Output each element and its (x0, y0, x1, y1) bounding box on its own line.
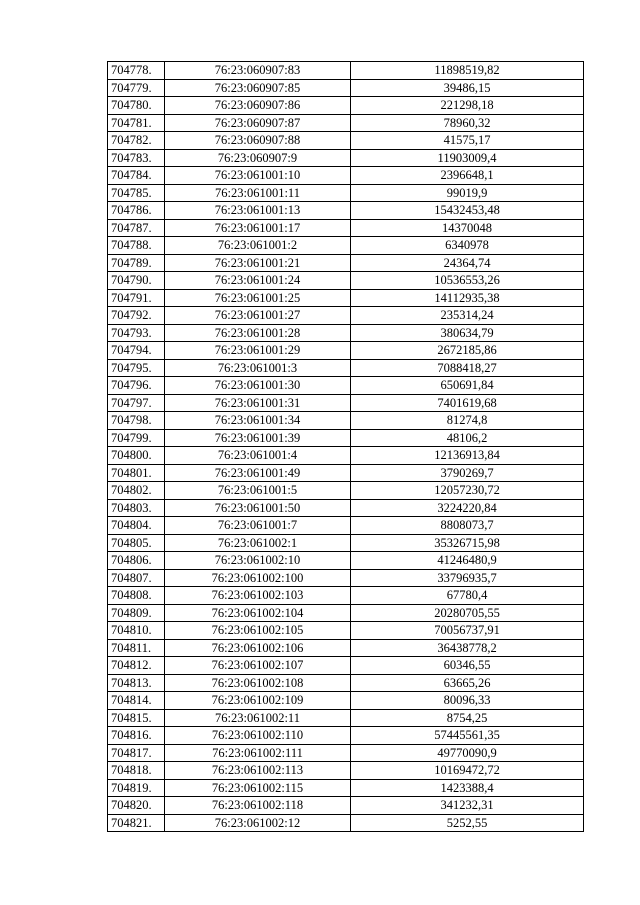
cadastral-number-cell: 76:23:061001:39 (165, 429, 351, 447)
row-number-cell: 704791. (108, 289, 165, 307)
value-cell: 15432453,48 (351, 202, 584, 220)
cadastral-number-cell: 76:23:061001:29 (165, 342, 351, 360)
value-cell: 41246480,9 (351, 552, 584, 570)
value-cell: 235314,24 (351, 307, 584, 325)
cadastral-number-cell: 76:23:061001:24 (165, 272, 351, 290)
table-row (108, 342, 584, 360)
value-cell: 11898519,82 (351, 62, 584, 80)
row-number-cell: 704808. (108, 587, 165, 605)
value-cell: 221298,18 (351, 97, 584, 115)
table-row (108, 622, 584, 640)
cadastral-number-cell: 76:23:061001:25 (165, 289, 351, 307)
table-row (108, 587, 584, 605)
row-number-cell: 704781. (108, 114, 165, 132)
value-cell: 35326715,98 (351, 534, 584, 552)
value-cell: 3790269,7 (351, 464, 584, 482)
table-row (108, 762, 584, 780)
value-cell: 8754,25 (351, 709, 584, 727)
value-cell: 70056737,91 (351, 622, 584, 640)
value-cell: 57445561,35 (351, 727, 584, 745)
value-cell: 380634,79 (351, 324, 584, 342)
table-row (108, 307, 584, 325)
cadastral-number-cell: 76:23:061002:107 (165, 657, 351, 675)
row-number-cell: 704800. (108, 447, 165, 465)
row-number-cell: 704801. (108, 464, 165, 482)
cadastral-number-cell: 76:23:061002:105 (165, 622, 351, 640)
row-number-cell: 704788. (108, 237, 165, 255)
row-number-cell: 704784. (108, 167, 165, 185)
row-number-cell: 704782. (108, 132, 165, 150)
value-cell: 60346,55 (351, 657, 584, 675)
row-number-cell: 704814. (108, 692, 165, 710)
value-cell: 63665,26 (351, 674, 584, 692)
value-cell: 8808073,7 (351, 517, 584, 535)
value-cell: 6340978 (351, 237, 584, 255)
value-cell: 48106,2 (351, 429, 584, 447)
value-cell: 33796935,7 (351, 569, 584, 587)
data-table (107, 61, 584, 832)
cadastral-number-cell: 76:23:061002:12 (165, 814, 351, 832)
data-table-body (108, 62, 584, 832)
value-cell: 2672185,86 (351, 342, 584, 360)
cadastral-number-cell: 76:23:061002:106 (165, 639, 351, 657)
row-number-cell: 704780. (108, 97, 165, 115)
table-row (108, 149, 584, 167)
cadastral-number-cell: 76:23:061001:21 (165, 254, 351, 272)
cadastral-number-cell: 76:23:061002:113 (165, 762, 351, 780)
row-number-cell: 704786. (108, 202, 165, 220)
table-row (108, 569, 584, 587)
row-number-cell: 704817. (108, 744, 165, 762)
table-row (108, 499, 584, 517)
cadastral-number-cell: 76:23:061002:108 (165, 674, 351, 692)
cadastral-number-cell: 76:23:061002:115 (165, 779, 351, 797)
row-number-cell: 704821. (108, 814, 165, 832)
cadastral-number-cell: 76:23:060907:83 (165, 62, 351, 80)
table-row (108, 79, 584, 97)
table-row (108, 272, 584, 290)
cadastral-number-cell: 76:23:061002:1 (165, 534, 351, 552)
cadastral-number-cell: 76:23:061002:11 (165, 709, 351, 727)
row-number-cell: 704812. (108, 657, 165, 675)
row-number-cell: 704787. (108, 219, 165, 237)
cadastral-number-cell: 76:23:061001:10 (165, 167, 351, 185)
value-cell: 7401619,68 (351, 394, 584, 412)
table-row (108, 167, 584, 185)
table-row (108, 709, 584, 727)
table-row (108, 62, 584, 80)
cadastral-number-cell: 76:23:061001:3 (165, 359, 351, 377)
cadastral-number-cell: 76:23:061001:7 (165, 517, 351, 535)
cadastral-number-cell: 76:23:060907:86 (165, 97, 351, 115)
table-row (108, 394, 584, 412)
table-row (108, 359, 584, 377)
row-number-cell: 704794. (108, 342, 165, 360)
row-number-cell: 704778. (108, 62, 165, 80)
table-row (108, 797, 584, 815)
table-row (108, 114, 584, 132)
row-number-cell: 704783. (108, 149, 165, 167)
table-row (108, 639, 584, 657)
value-cell: 99019,9 (351, 184, 584, 202)
row-number-cell: 704802. (108, 482, 165, 500)
cadastral-number-cell: 76:23:061001:13 (165, 202, 351, 220)
row-number-cell: 704810. (108, 622, 165, 640)
value-cell: 78960,32 (351, 114, 584, 132)
row-number-cell: 704806. (108, 552, 165, 570)
table-row (108, 219, 584, 237)
value-cell: 36438778,2 (351, 639, 584, 657)
row-number-cell: 704792. (108, 307, 165, 325)
table-row (108, 744, 584, 762)
value-cell: 81274,8 (351, 412, 584, 430)
cadastral-number-cell: 76:23:061002:111 (165, 744, 351, 762)
row-number-cell: 704795. (108, 359, 165, 377)
cadastral-number-cell: 76:23:061001:5 (165, 482, 351, 500)
table-row (108, 132, 584, 150)
row-number-cell: 704779. (108, 79, 165, 97)
table-row (108, 604, 584, 622)
value-cell: 24364,74 (351, 254, 584, 272)
row-number-cell: 704813. (108, 674, 165, 692)
value-cell: 41575,17 (351, 132, 584, 150)
table-row (108, 657, 584, 675)
value-cell: 2396648,1 (351, 167, 584, 185)
cadastral-number-cell: 76:23:061001:17 (165, 219, 351, 237)
row-number-cell: 704785. (108, 184, 165, 202)
value-cell: 67780,4 (351, 587, 584, 605)
value-cell: 1423388,4 (351, 779, 584, 797)
table-row (108, 184, 584, 202)
value-cell: 14370048 (351, 219, 584, 237)
table-row (108, 377, 584, 395)
table-row (108, 534, 584, 552)
table-row (108, 202, 584, 220)
table-row (108, 482, 584, 500)
table-row (108, 779, 584, 797)
cadastral-number-cell: 76:23:061001:49 (165, 464, 351, 482)
cadastral-number-cell: 76:23:061002:10 (165, 552, 351, 570)
row-number-cell: 704799. (108, 429, 165, 447)
value-cell: 12057230,72 (351, 482, 584, 500)
table-row (108, 552, 584, 570)
row-number-cell: 704815. (108, 709, 165, 727)
cadastral-number-cell: 76:23:061001:30 (165, 377, 351, 395)
table-row (108, 97, 584, 115)
row-number-cell: 704803. (108, 499, 165, 517)
cadastral-number-cell: 76:23:060907:87 (165, 114, 351, 132)
cadastral-number-cell: 76:23:061001:34 (165, 412, 351, 430)
row-number-cell: 704807. (108, 569, 165, 587)
row-number-cell: 704818. (108, 762, 165, 780)
cadastral-number-cell: 76:23:061001:2 (165, 237, 351, 255)
row-number-cell: 704790. (108, 272, 165, 290)
cadastral-number-cell: 76:23:061002:104 (165, 604, 351, 622)
cadastral-number-cell: 76:23:061001:28 (165, 324, 351, 342)
cadastral-number-cell: 76:23:061001:4 (165, 447, 351, 465)
value-cell: 341232,31 (351, 797, 584, 815)
value-cell: 14112935,38 (351, 289, 584, 307)
cadastral-number-cell: 76:23:061001:27 (165, 307, 351, 325)
value-cell: 11903009,4 (351, 149, 584, 167)
row-number-cell: 704804. (108, 517, 165, 535)
value-cell: 39486,15 (351, 79, 584, 97)
table-row (108, 692, 584, 710)
cadastral-number-cell: 76:23:061002:110 (165, 727, 351, 745)
value-cell: 80096,33 (351, 692, 584, 710)
table-row (108, 324, 584, 342)
cadastral-number-cell: 76:23:060907:88 (165, 132, 351, 150)
value-cell: 7088418,27 (351, 359, 584, 377)
value-cell: 20280705,55 (351, 604, 584, 622)
cadastral-number-cell: 76:23:061001:50 (165, 499, 351, 517)
row-number-cell: 704797. (108, 394, 165, 412)
value-cell: 10536553,26 (351, 272, 584, 290)
table-row (108, 237, 584, 255)
row-number-cell: 704805. (108, 534, 165, 552)
table-row (108, 517, 584, 535)
cadastral-number-cell: 76:23:060907:9 (165, 149, 351, 167)
cadastral-number-cell: 76:23:061001:11 (165, 184, 351, 202)
table-row (108, 289, 584, 307)
table-row (108, 429, 584, 447)
cadastral-number-cell: 76:23:061002:103 (165, 587, 351, 605)
row-number-cell: 704820. (108, 797, 165, 815)
value-cell: 3224220,84 (351, 499, 584, 517)
table-row (108, 814, 584, 832)
cadastral-number-cell: 76:23:061001:31 (165, 394, 351, 412)
table-row (108, 727, 584, 745)
cadastral-number-cell: 76:23:060907:85 (165, 79, 351, 97)
value-cell: 12136913,84 (351, 447, 584, 465)
table-row (108, 447, 584, 465)
cadastral-number-cell: 76:23:061002:109 (165, 692, 351, 710)
value-cell: 49770090,9 (351, 744, 584, 762)
row-number-cell: 704793. (108, 324, 165, 342)
table-row (108, 412, 584, 430)
row-number-cell: 704819. (108, 779, 165, 797)
value-cell: 5252,55 (351, 814, 584, 832)
cadastral-number-cell: 76:23:061002:100 (165, 569, 351, 587)
row-number-cell: 704796. (108, 377, 165, 395)
row-number-cell: 704811. (108, 639, 165, 657)
row-number-cell: 704789. (108, 254, 165, 272)
row-number-cell: 704809. (108, 604, 165, 622)
row-number-cell: 704798. (108, 412, 165, 430)
value-cell: 10169472,72 (351, 762, 584, 780)
table-row (108, 674, 584, 692)
table-row (108, 464, 584, 482)
table-row (108, 254, 584, 272)
value-cell: 650691,84 (351, 377, 584, 395)
row-number-cell: 704816. (108, 727, 165, 745)
cadastral-number-cell: 76:23:061002:118 (165, 797, 351, 815)
